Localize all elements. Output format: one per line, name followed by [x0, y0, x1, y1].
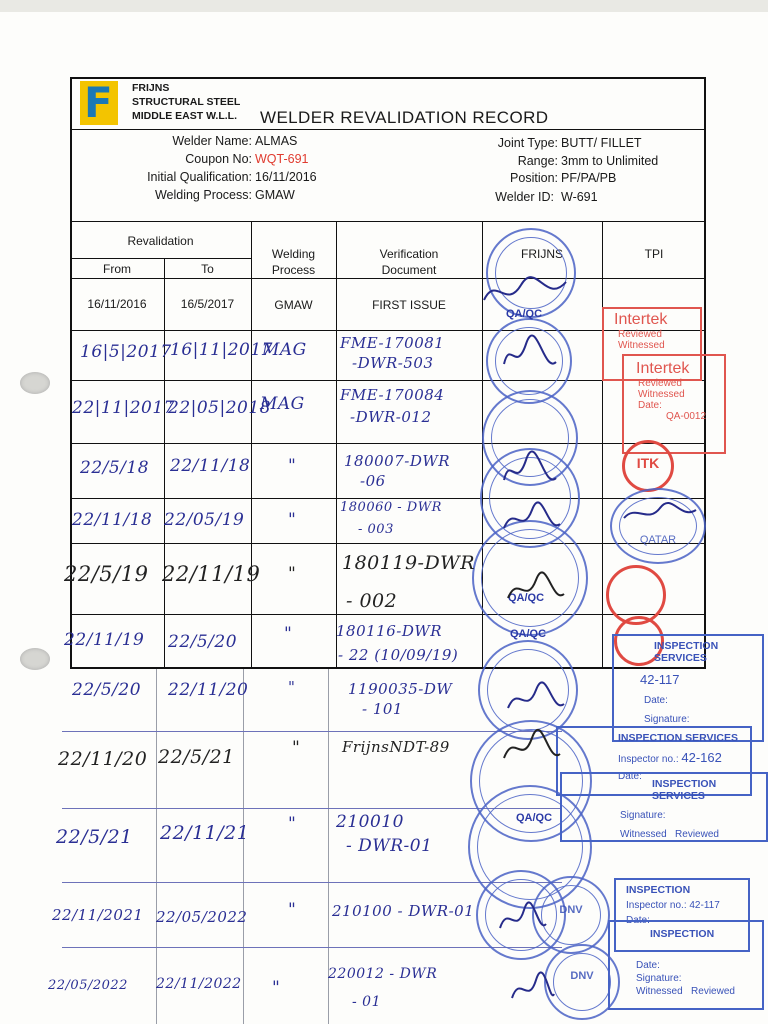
inspection-stamp [608, 920, 764, 1010]
stamp-signature-label: Signature: [644, 714, 690, 725]
welder-id-label: Welder ID: [495, 190, 554, 204]
intertek-qa-number: QA-0012 [666, 411, 707, 422]
row-document-line: FrijnsNDT-89 [342, 738, 450, 756]
row-process: " [288, 678, 296, 696]
row-process: " [284, 624, 293, 644]
inspection-services-stamp [560, 772, 768, 842]
row-to: 22/05/19 [164, 510, 245, 530]
inspector-number: 42-117 [689, 900, 720, 911]
row-document-line: 180116-DWR [336, 622, 443, 640]
stamp-date-label: Date: [644, 695, 668, 706]
signature-scribble [496, 500, 566, 540]
row-divider [70, 278, 706, 279]
signature-scribble [494, 450, 564, 494]
first-row-from: 16/11/2016 [87, 297, 147, 311]
company-name-line: STRUCTURAL STEEL [132, 96, 241, 108]
row-document-line: - DWR-01 [346, 836, 433, 856]
row-document-line: 180007-DWR [344, 452, 451, 470]
company-name-line: FRIJNS [132, 82, 170, 94]
row-document-line: FME-170081 [340, 334, 445, 352]
first-row-document: FIRST ISSUE [372, 298, 446, 312]
joint-type-row [464, 133, 642, 153]
column-divider [164, 258, 165, 667]
signature-scribble [494, 334, 564, 378]
row-process: " [288, 814, 297, 834]
inspector-label: Inspector no.: [618, 754, 679, 765]
position-value: PF/PA/PB [561, 171, 617, 185]
header-revalidation: Revalidation [127, 234, 194, 248]
scan-edge [0, 0, 768, 12]
form-header [72, 79, 704, 222]
position-row [464, 168, 616, 188]
welder-id-value: W-691 [561, 190, 598, 204]
drawn-row-line [62, 731, 562, 732]
row-document-line: -DWR-503 [352, 354, 434, 372]
row-document-line: 220012 - DWR [328, 966, 438, 982]
stamp-date-label: Date: [626, 915, 650, 926]
header-frijns: FRIJNS [521, 247, 563, 261]
row-divider [70, 614, 706, 615]
intertek-witnessed: Witnessed [638, 389, 685, 400]
row-process: MAG [260, 394, 305, 414]
drawn-column-line [156, 669, 157, 1024]
intertek-witnessed: Witnessed [618, 340, 665, 351]
row-document-line: 210100 - DWR-01 [332, 902, 475, 920]
row-from: 22/11/18 [72, 510, 153, 530]
coupon-label: Coupon No: [185, 152, 252, 166]
row-divider [70, 258, 251, 259]
row-document-line: - 002 [346, 590, 398, 612]
column-divider [251, 221, 252, 667]
coupon-value: WQT-691 [255, 152, 309, 166]
row-to: 22/11/18 [170, 456, 251, 476]
row-to: 22/05/2022 [156, 908, 248, 926]
row-from: 22/5/20 [72, 680, 142, 700]
header-verification-line: Document [381, 263, 437, 277]
header-from: From [103, 262, 131, 276]
signature-scribble [506, 970, 556, 1010]
intertek-reviewed: Reviewed [618, 329, 662, 340]
row-to: 22/11/21 [160, 822, 250, 844]
intertek-stamp [622, 354, 726, 454]
inspection-title: INSPECTION [650, 928, 715, 940]
stamp-signature-label: Signature: [636, 973, 682, 984]
row-document-line: - 003 [358, 522, 394, 537]
row-document-line: - 01 [352, 994, 381, 1010]
row-process: " [288, 564, 297, 584]
initial-qualification-value: 16/11/2016 [255, 170, 317, 184]
column-divider [602, 221, 603, 667]
inspector-label: Inspector no.: [626, 900, 687, 911]
header-verification-document [336, 246, 482, 278]
itk-text: ITK [636, 455, 660, 471]
welding-process-value: GMAW [255, 188, 295, 202]
row-document-line: - 22 (10/09/19) [338, 646, 459, 664]
reviewed-checkbox: Reviewed [691, 986, 735, 997]
qaqc-stamp-text: QA/QC [506, 308, 543, 320]
row-to: 22/11/2022 [156, 976, 242, 992]
row-to: 22/5/21 [158, 746, 235, 768]
intertek-date: Date: [638, 400, 662, 411]
company-name-line: MIDDLE EAST W.L.L. [132, 110, 237, 122]
header-welding-process [251, 246, 336, 278]
column-divider [336, 221, 337, 667]
intertek-logo-text: Intertek [636, 360, 690, 377]
punch-hole [20, 372, 50, 394]
inspection-services-title: INSPECTION SERVICES [652, 778, 717, 802]
row-from: 22/5/19 [64, 562, 149, 586]
drawn-row-line [62, 947, 562, 948]
header-welding-process-line: Welding [271, 247, 316, 261]
drawn-column-line [243, 669, 244, 1024]
row-from: 22/11/20 [58, 748, 148, 770]
joint-type-value: BUTT/ FILLET [561, 136, 642, 150]
header-welding-process-line: Process [271, 263, 316, 277]
initial-qualification-label: Initial Qualification: [147, 170, 252, 184]
signature-scribble [500, 680, 570, 720]
row-to: 22/11/19 [162, 562, 261, 586]
row-divider [70, 543, 706, 544]
header-verification-line: Verification [379, 247, 439, 261]
company-name [132, 81, 240, 123]
dnv-seal-text: DNV [570, 970, 594, 982]
welder-name-row [116, 131, 297, 151]
row-document-line: -DWR-012 [350, 408, 432, 426]
qaqc-stamp-text: QA/QC [516, 812, 553, 824]
inspector-number: 42-117 [640, 672, 680, 687]
qaqc-stamp-text: QA/QC [508, 592, 545, 604]
row-document-line: FME-170084 [340, 386, 445, 404]
range-value: 3mm to Unlimited [561, 154, 659, 168]
company-logo [80, 78, 118, 127]
coupon-row [116, 149, 309, 169]
inspection-title: INSPECTION [626, 884, 691, 896]
qatar-stamp-text: QATAR [639, 534, 677, 546]
row-from: 22/11/2021 [52, 906, 144, 924]
row-document-line: - 101 [362, 700, 403, 718]
row-to: 22/11/20 [168, 680, 249, 700]
qaqc-stamp-text: QA/QC [510, 628, 547, 640]
header-to: To [201, 262, 214, 276]
row-from: 16|5|2017 [80, 342, 172, 362]
welder-name-label: Welder Name: [172, 134, 252, 148]
punch-hole [20, 648, 50, 670]
row-process: " [288, 900, 297, 920]
welder-id-row [464, 187, 598, 207]
row-document-line: 210010 [336, 812, 404, 832]
witnessed-checkbox: Witnessed [620, 829, 667, 840]
row-from: 22|11|2017 [72, 398, 175, 418]
signature-scribble [620, 494, 700, 534]
signature-scribble [496, 728, 566, 772]
row-from: 22/11/19 [64, 630, 145, 650]
row-document-line: -06 [360, 472, 386, 490]
row-divider [70, 498, 706, 499]
inspection-services-title: INSPECTION SERVICES [654, 640, 719, 664]
row-document-line: 180060 - DWR [340, 500, 442, 515]
row-process: " [288, 456, 297, 476]
row-process: " [272, 978, 281, 998]
header-tpi: TPI [644, 247, 664, 261]
row-from: 22/5/18 [80, 458, 150, 478]
stamp-signature-label: Signature: [620, 810, 666, 821]
intertek-logo-text: Intertek [614, 311, 668, 328]
inspector-number: 42-162 [681, 750, 722, 765]
row-to: 16|11|2017 [170, 340, 273, 360]
inspection-services-title: INSPECTION SERVICES [618, 732, 739, 744]
row-divider [70, 443, 706, 444]
first-row-process: GMAW [274, 298, 313, 312]
witnessed-checkbox: Witnessed [636, 986, 683, 997]
row-from: 22/05/2022 [48, 978, 128, 993]
range-label: Range: [517, 154, 558, 168]
dnv-seal-text: DNV [559, 904, 583, 916]
reviewed-checkbox: Reviewed [675, 829, 719, 840]
welder-name-value: ALMAS [255, 134, 298, 148]
stamp-date-label: Date: [636, 960, 660, 971]
first-row-to: 16/5/2017 [180, 297, 235, 311]
row-from: 22/5/21 [56, 826, 133, 848]
logo-letter: F [84, 78, 113, 127]
signature-scribble [494, 900, 550, 940]
initial-qualification-row [116, 167, 317, 187]
signature-scribble [476, 270, 576, 320]
row-process: " [292, 738, 301, 758]
document-title: WELDER REVALIDATION RECORD [260, 108, 549, 127]
signature-scribble [500, 570, 570, 610]
row-process: " [288, 510, 297, 530]
welding-process-label: Welding Process: [154, 188, 252, 202]
position-label: Position: [510, 171, 558, 185]
joint-type-label: Joint Type: [497, 136, 558, 150]
row-to: 22|05|2018 [168, 398, 271, 418]
welding-process-row [116, 185, 295, 205]
itk-stamp [622, 440, 674, 492]
row-to: 22/5/20 [168, 632, 238, 652]
intertek-reviewed: Reviewed [638, 378, 682, 389]
row-document-line: 180119-DWR [342, 552, 476, 574]
row-process: MAG [262, 340, 307, 360]
row-document-line: 1190035-DW [348, 680, 453, 698]
stamp-date-label: Date: [618, 771, 642, 782]
